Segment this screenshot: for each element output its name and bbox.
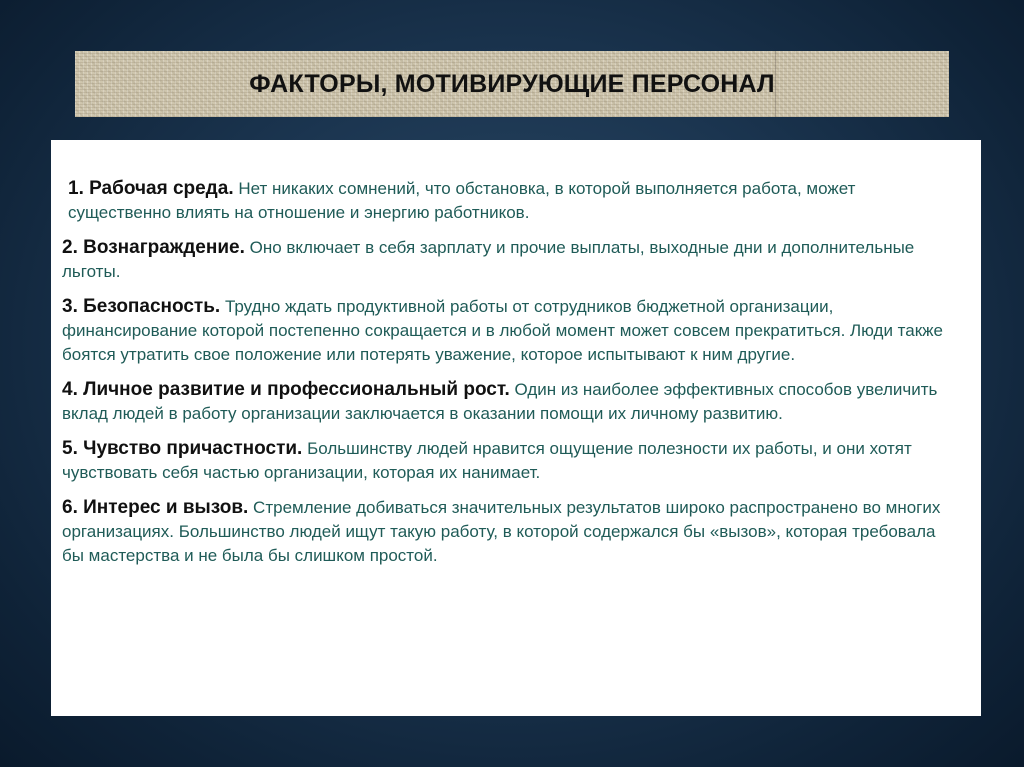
factor-text: Стремление добиваться значительных результатов широко распространено во многих организациях. Большинство людей ищут такую работу, в которой содержался бы «вызов», которая требовала бы мастерства и не была бы слишком простой. <box>62 498 941 565</box>
factor-heading: 3. Безопасность. <box>62 296 221 317</box>
factor-reward <box>62 236 961 284</box>
factor-heading: 1. Рабочая среда. <box>68 178 234 199</box>
factor-text: Трудно ждать продуктивной работы от сотрудников бюджетной организации, финансирование которой постепенно сокращается и в любой момент может совсем прекратиться. Люди также боятся утратить свое положение или потерять уважение, которое испытывают к ним другие. <box>62 297 943 364</box>
factor-work-environment <box>62 177 961 225</box>
factor-heading: 2. Вознаграждение. <box>62 237 245 258</box>
content-card <box>51 140 981 716</box>
factor-heading: 5. Чувство причастности. <box>62 438 303 459</box>
factor-personal-growth <box>62 378 961 426</box>
factor-heading: 6. Интерес и вызов. <box>62 497 249 518</box>
factor-belonging <box>62 437 961 485</box>
slide-title: ФАКТОРЫ, МОТИВИРУЮЩИЕ ПЕРСОНАЛ <box>249 70 775 98</box>
factor-security <box>62 295 961 367</box>
factor-text: Большинству людей нравится ощущение полезности их работы, и они хотят чувствовать себя частью организации, которая их нанимает. <box>62 439 912 482</box>
factor-text: Оно включает в себя зарплату и прочие выплаты, выходные дни и дополнительные льготы. <box>62 238 915 281</box>
factor-interest-challenge <box>62 496 961 568</box>
factor-text: Один из наиболее эффективных способов увеличить вклад людей в работу организации заключается в оказании помощи их личному развитию. <box>62 380 938 423</box>
title-band <box>75 51 949 117</box>
factor-text: Нет никаких сомнений, что обстановка, в которой выполняется работа, может существенно влиять на отношение и энергию работников. <box>68 179 856 222</box>
factor-heading: 4. Личное развитие и профессиональный рост. <box>62 379 510 400</box>
